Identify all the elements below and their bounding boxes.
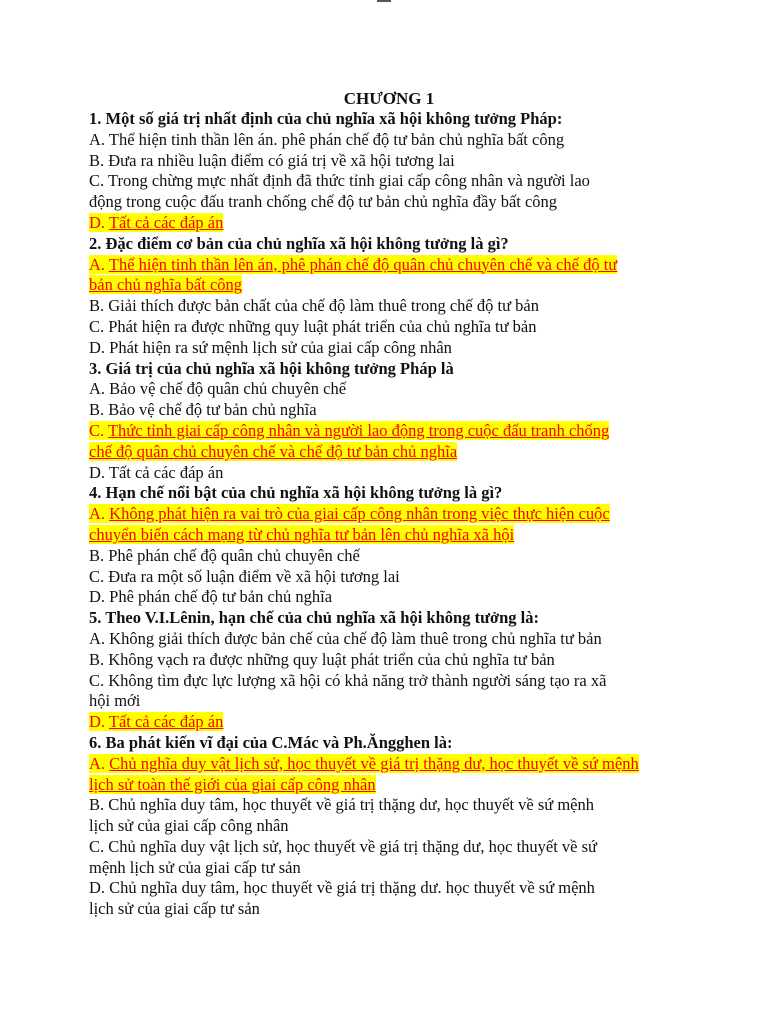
answer-line <box>89 255 689 276</box>
question-title: 1. Một số giá trị nhất định của chủ nghĩa xã hội không tưởng Pháp: <box>89 109 563 128</box>
answer-option <box>89 171 689 213</box>
answer-line <box>89 754 689 775</box>
answer-line <box>89 275 689 296</box>
answer-option <box>89 400 689 421</box>
highlighted-answer-text: A. Thể hiện tinh thần lên án, phê phán chế độ quân chủ chuyên chế và chế độ tư <box>89 254 618 274</box>
answer-line <box>89 421 689 442</box>
highlighted-answer-text: lịch sử toàn thế giới của giai cấp công nhân <box>89 774 376 794</box>
question-title: 5. Theo V.I.Lênin, hạn chế của chủ nghĩa xã hội không tưởng là: <box>89 608 540 628</box>
answer-option <box>89 587 689 608</box>
answer-option <box>89 878 689 920</box>
answer-line: mệnh lịch sử của giai cấp tư sản <box>89 857 301 877</box>
answer-option <box>89 296 689 317</box>
answer-line: B. Giải thích được bản chất của chế độ làm thuê trong chế độ tư bản <box>89 296 539 316</box>
highlighted-answer-text: bản chủ nghĩa bất công <box>89 275 243 295</box>
answer-line: hội mới <box>89 691 141 711</box>
answer-line: C. Đưa ra một số luận điểm về xã hội tương lai <box>89 566 400 586</box>
answer-option-correct <box>89 213 689 234</box>
highlighted-answer-text: chế độ quân chủ chuyên chế và chế độ tư bản chủ nghĩa <box>89 441 458 461</box>
answer-line: lịch sử của giai cấp công nhân <box>89 816 289 836</box>
answer-option <box>89 151 689 172</box>
answer-option <box>89 317 689 338</box>
answer-option <box>89 650 689 671</box>
question-title: 6. Ba phát kiến vĩ đại của C.Mác và Ph.Ăngghen là: <box>89 732 453 752</box>
answer-line: D. Tất cả các đáp án <box>89 462 224 482</box>
answer-line: A. Không giải thích được bản chế của chế độ làm thuê trong chủ nghĩa tư bản <box>89 628 602 648</box>
answer-line: D. Phê phán chế độ tư bản chủ nghĩa <box>89 587 333 607</box>
answer-line: B. Không vạch ra được những quy luật phát triển của chủ nghĩa tư bản <box>89 649 555 669</box>
highlighted-answer-text: A. Chủ nghĩa duy vật lịch sử, học thuyết về giá trị thặng dư, học thuyết về sứ mệnh <box>89 753 639 773</box>
question-title: 2. Đặc điểm cơ bản của chủ nghĩa xã hội không tưởng là gì? <box>89 233 509 253</box>
answer-option <box>89 130 689 151</box>
answer-line: B. Phê phán chế độ quân chủ chuyên chế <box>89 545 360 565</box>
highlighted-answer-text: D. Tất cả các đáp án <box>89 712 224 732</box>
answer-option-correct <box>89 421 689 463</box>
answer-option-correct <box>89 754 689 796</box>
answer-line <box>89 504 689 525</box>
highlighted-answer-text: A. Không phát hiện ra vai trò của giai cấp công nhân trong việc thực hiện cuộc <box>89 504 610 524</box>
answer-line <box>89 213 689 234</box>
document-page <box>89 88 689 920</box>
highlighted-answer-text: D. Tất cả các đáp án <box>89 212 224 232</box>
question-list <box>89 109 689 920</box>
answer-line <box>89 775 689 796</box>
answer-option <box>89 338 689 359</box>
answer-line: C. Trong chừng mực nhất định đã thức tỉnh giai cấp công nhân và người lao <box>89 171 590 191</box>
answer-line <box>89 712 689 733</box>
chapter-title: CHƯƠNG 1 <box>343 89 435 108</box>
answer-line: C. Không tìm đực lực lượng xã hội có khả năng trở thành người sáng tạo ra xã <box>89 670 607 690</box>
answer-line: lịch sử của giai cấp tư sản <box>89 899 260 919</box>
answer-option-correct <box>89 712 689 733</box>
answer-line <box>89 525 689 546</box>
question-title: 4. Hạn chế nổi bật của chủ nghĩa xã hội không tưởng là gì? <box>89 483 503 503</box>
answer-line: B. Chủ nghĩa duy tâm, học thuyết về giá trị thặng dư, học thuyết về sứ mệnh <box>89 795 595 815</box>
answer-line <box>89 442 689 463</box>
answer-line: động trong cuộc đấu tranh chống chế độ tư bản chủ nghĩa đầy bất công <box>89 192 558 212</box>
answer-option <box>89 795 689 837</box>
page-top-mark <box>377 0 391 2</box>
answer-option <box>89 546 689 567</box>
answer-line: C. Phát hiện ra được những quy luật phát triển của chủ nghĩa tư bản <box>89 316 537 336</box>
answer-option <box>89 379 689 400</box>
answer-option <box>89 463 689 484</box>
answer-option-correct <box>89 255 689 297</box>
highlighted-answer-text: chuyển biến cách mạng từ chủ nghĩa tư bản lên chủ nghĩa xã hội <box>89 524 515 544</box>
answer-option-correct <box>89 504 689 546</box>
answer-line: B. Bảo vệ chế độ tư bản chủ nghĩa <box>89 400 317 420</box>
answer-line: A. Thể hiện tinh thần lên án. phê phán chế độ tư bản chủ nghĩa bất công <box>89 129 565 149</box>
highlighted-answer-text: C. Thức tỉnh giai cấp công nhân và người lao động trong cuộc đấu tranh chống <box>89 420 610 440</box>
answer-option <box>89 567 689 588</box>
question-title: 3. Giá trị của chủ nghĩa xã hội không tưởng Pháp là <box>89 358 454 378</box>
answer-line: A. Bảo vệ chế độ quân chủ chuyên chế <box>89 379 347 399</box>
answer-option <box>89 629 689 650</box>
answer-line: C. Chủ nghĩa duy vật lịch sử, học thuyết về giá trị thặng dư, học thuyết về sứ <box>89 836 597 856</box>
answer-line: B. Đưa ra nhiều luận điểm có giá trị về xã hội tương lai <box>89 150 455 170</box>
answer-option <box>89 837 689 879</box>
answer-line: D. Phát hiện ra sứ mệnh lịch sử của giai cấp công nhân <box>89 337 452 357</box>
answer-option <box>89 671 689 713</box>
answer-line: D. Chủ nghĩa duy tâm, học thuyết về giá trị thặng dư. học thuyết về sứ mệnh <box>89 878 595 898</box>
